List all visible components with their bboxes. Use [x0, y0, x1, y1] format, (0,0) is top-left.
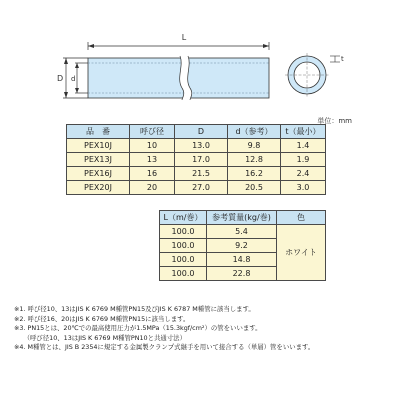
thickness-cell: 1.4	[281, 139, 326, 153]
mass-cell: 14.8	[207, 253, 277, 267]
thickness-cell: 3.0	[281, 181, 326, 195]
pipe-body	[88, 58, 269, 98]
mass-cell: 5.4	[207, 225, 277, 239]
header-nominal-size: 呼び径	[130, 125, 175, 139]
footnote: ※2. 呼び径16、20はJIS K 6769 M種管PN15に該当します。	[14, 314, 190, 323]
color-cell: ホワイト	[277, 225, 326, 281]
nominal-size-cell: 13	[130, 153, 175, 167]
footnote: ※1. 呼び径10、13はJIS K 6769 M種管PN15及びJIS K 6787 M種管に該当します。	[14, 305, 255, 313]
part-number-cell: PEX13J	[67, 153, 130, 167]
inner-diameter-cell: 16.2	[228, 167, 281, 181]
weight-header-row	[160, 211, 326, 225]
thickness-cell: 1.9	[281, 153, 326, 167]
footnotes	[14, 305, 394, 353]
outer-diameter-cell: 17.0	[175, 153, 228, 167]
header-part-number: 品 番	[67, 125, 130, 139]
mass-cell: 9.2	[207, 239, 277, 253]
nominal-size-cell: 10	[130, 139, 175, 153]
length-cell: 100.0	[160, 225, 207, 239]
thickness-cell: 2.4	[281, 167, 326, 181]
spec-table	[66, 124, 326, 195]
outer-diameter-label: D	[57, 74, 64, 83]
pipe-drawing	[0, 0, 400, 120]
header-thickness: t（最小）	[281, 125, 326, 139]
outer-diameter-cell: 13.0	[175, 139, 228, 153]
inner-diameter-label: d	[71, 75, 76, 83]
nominal-size-cell: 20	[130, 181, 175, 195]
outer-diameter-cell: 27.0	[175, 181, 228, 195]
header-outer-diameter: D	[175, 125, 228, 139]
table-row	[67, 181, 326, 195]
footnote: ※4. M種管とは、JIS B 2354に規定する金属製クランプ式継手を用いて接合する（単層）管をいいます。	[14, 343, 315, 352]
footnote: ※3. PN15とは、20℃での最高使用圧力が1.5MPa（15.3kgf/cm²）の管をいいます。	[14, 324, 262, 333]
spec-header-row	[67, 125, 326, 139]
weight-table	[159, 210, 326, 281]
inner-diameter-cell: 9.8	[228, 139, 281, 153]
table-row	[67, 139, 326, 153]
footnote: （呼び径10、13はJIS K 6769 M種管PN10と共通寸法）	[14, 333, 186, 342]
inner-diameter-cell: 20.5	[228, 181, 281, 195]
length-cell: 100.0	[160, 267, 207, 281]
table-row	[160, 225, 326, 239]
part-number-cell: PEX16J	[67, 167, 130, 181]
part-number-cell: PEX10J	[67, 139, 130, 153]
thickness-label: t	[341, 55, 344, 63]
header-reference-mass: 参考質量(kg/巻)	[207, 211, 277, 225]
table-row	[67, 167, 326, 181]
thickness-dim	[330, 56, 340, 62]
unit-note: 単位：mm	[317, 117, 352, 125]
table-row	[67, 153, 326, 167]
inner-diameter-cell: 12.8	[228, 153, 281, 167]
outer-diameter-cell: 21.5	[175, 167, 228, 181]
pipe-cross-section	[285, 53, 329, 97]
length-cell: 100.0	[160, 253, 207, 267]
mass-cell: 22.8	[207, 267, 277, 281]
part-number-cell: PEX20J	[67, 181, 130, 195]
nominal-size-cell: 16	[130, 167, 175, 181]
header-length-per-roll: L（m/巻）	[160, 211, 207, 225]
length-label: L	[181, 33, 187, 42]
length-cell: 100.0	[160, 239, 207, 253]
header-color: 色	[277, 211, 326, 225]
header-inner-diameter: d（参考）	[228, 125, 281, 139]
